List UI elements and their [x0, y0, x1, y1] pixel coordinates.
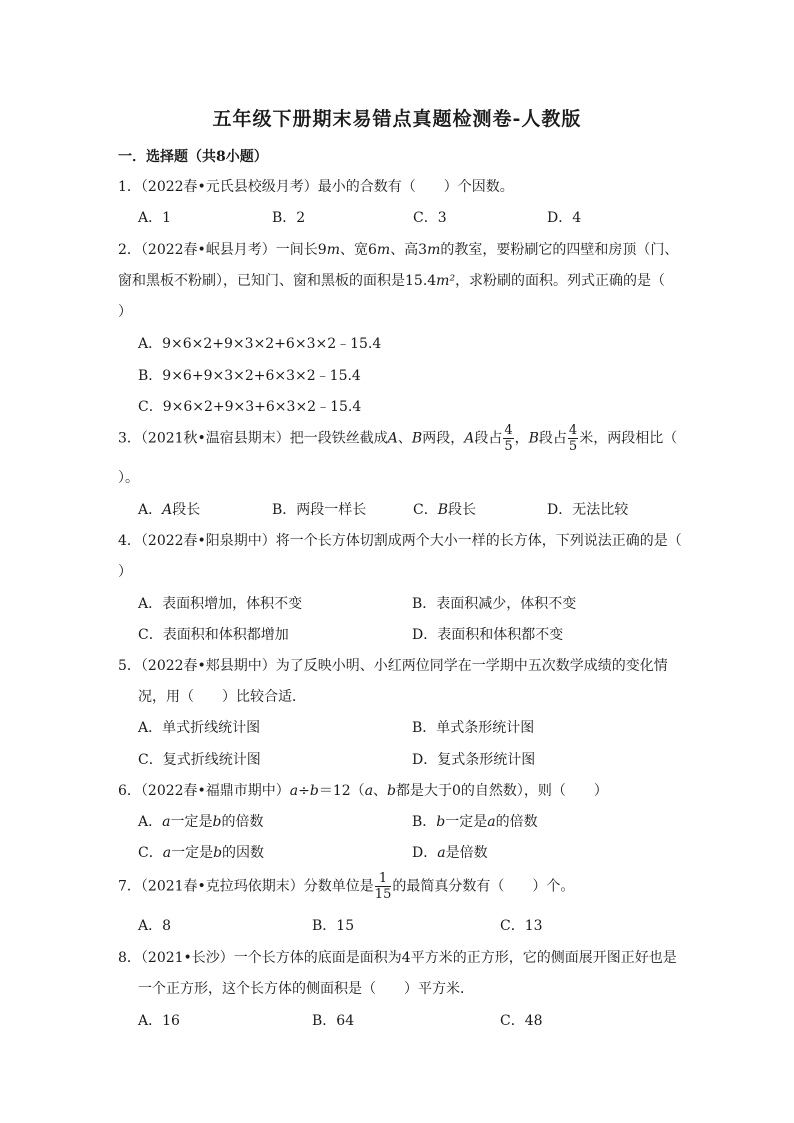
- page-title: 五年级下册期末易错点真题检测卷-人教版: [212, 108, 582, 130]
- q3-text: 两段，: [422, 430, 465, 447]
- q6-option-b[interactable]: [412, 811, 538, 831]
- q3-var: A: [162, 502, 173, 518]
- q2-text: 、宽6: [339, 242, 377, 258]
- q2-text: ，求粉刷的面积。列式正确的是（: [455, 273, 666, 289]
- q1-option-d[interactable]: D．4: [547, 210, 582, 226]
- q3-fraction: [503, 424, 513, 453]
- q6-var: a: [162, 814, 171, 830]
- q2-option-a[interactable]: A．9×6×2+9×3×2+6×3×2﹣15.4: [138, 336, 382, 352]
- q7-text: 的最简真分数有（ ）个。: [392, 878, 575, 895]
- q3-option-d[interactable]: D．无法比较: [547, 502, 629, 518]
- q3-var: A: [464, 430, 475, 447]
- q3-fraction-denominator: 5: [568, 439, 578, 454]
- q6-var: a: [289, 783, 299, 799]
- q5-option-c[interactable]: C．复式折线统计图: [138, 752, 261, 768]
- q6-var: b: [213, 845, 223, 861]
- q1-option-c[interactable]: C．3: [413, 210, 447, 226]
- q6-text: 6．（2022春•福鼎市期中）: [118, 783, 290, 799]
- q3-option-a[interactable]: [138, 499, 200, 519]
- q6-text: 、: [373, 783, 388, 799]
- section-heading: 一．选择题（共8小题）: [118, 149, 268, 165]
- q7-option-c[interactable]: C．13: [500, 918, 543, 934]
- q6-option-text: 一定是: [171, 845, 214, 861]
- q2-text: 2．（2022春•岷县月考）一间长9: [118, 242, 327, 258]
- q6-var: b: [387, 783, 397, 799]
- q2-option-b[interactable]: B．9×6+9×3×2+6×3×2﹣15.4: [138, 368, 361, 384]
- q1-option-b[interactable]: B．2: [272, 210, 306, 226]
- question-2-stem-line3: ）: [118, 304, 132, 320]
- q6-option-text: 是倍数: [445, 845, 488, 861]
- q3-text: 段占: [474, 430, 503, 447]
- q3-text: ，: [514, 430, 529, 447]
- q4-option-a[interactable]: A．表面积增加，体积不变: [138, 596, 303, 612]
- q6-option-d[interactable]: [412, 842, 488, 862]
- q6-option-text: 一定是: [445, 814, 488, 830]
- q3-text: 段占: [538, 430, 567, 447]
- q8-option-b[interactable]: B．64: [312, 1013, 355, 1029]
- q6-option-text: 的倍数: [221, 814, 264, 830]
- q7-fraction-numerator: 1: [375, 872, 392, 887]
- q6-option-text: 一定是: [170, 814, 213, 830]
- q2-unit: m: [427, 242, 441, 258]
- question-8-stem-line2: 一个正方形，这个长方体的侧面积是（ ）平方米．: [138, 981, 474, 997]
- q3-option-c[interactable]: [413, 499, 476, 519]
- q3-fraction-numerator: 4: [504, 423, 513, 438]
- q7-text: 7．（2021春•克拉玛依期末）分数单位是: [118, 878, 374, 895]
- q6-option-label: C．: [138, 845, 163, 861]
- question-4-stem: 4．（2022春•阳泉期中）将一个长方体切割成两个大小一样的长方体，下列说法正确的是（: [118, 533, 682, 549]
- q7-fraction: [375, 872, 392, 901]
- q5-option-a[interactable]: A．单式折线统计图: [138, 720, 261, 736]
- q6-var: b: [436, 814, 446, 830]
- q3-text: 、: [397, 430, 412, 447]
- q5-option-b[interactable]: B．单式条形统计图: [412, 720, 535, 736]
- q3-option-label: A．: [138, 502, 163, 518]
- q2-unit: m²: [436, 273, 456, 289]
- question-3-stem-line2: ）。: [118, 470, 139, 486]
- question-5-stem-line2: 况，用（ ）比较合适．: [138, 689, 306, 705]
- q6-text: 都是大于0的自然数），则（ ）: [396, 783, 608, 799]
- q8-option-c[interactable]: C．48: [500, 1013, 543, 1029]
- q2-text: 、高3: [390, 242, 428, 258]
- q3-var: B: [437, 502, 449, 518]
- q6-var: b: [309, 783, 319, 799]
- q2-text: 的教室，要粉刷它的四壁和房顶（门、: [440, 242, 679, 258]
- question-2-stem-line2: [118, 270, 665, 290]
- q2-unit: m: [376, 242, 391, 258]
- q5-option-d[interactable]: D．复式条形统计图: [412, 752, 536, 768]
- q4-option-b[interactable]: B．表面积减少，体积不变: [412, 596, 577, 612]
- q6-var: a: [437, 845, 446, 861]
- q3-fraction: [568, 424, 578, 453]
- q6-var: a: [364, 783, 374, 799]
- q4-option-d[interactable]: D．表面积和体积都不变: [412, 627, 564, 643]
- q4-option-c[interactable]: C．表面积和体积都增加: [138, 627, 289, 643]
- q3-text: 3．（2021秋•温宿县期末）把一段铁丝截成: [118, 430, 388, 447]
- q3-fraction-denominator: 5: [504, 439, 513, 454]
- q6-option-text: 的倍数: [495, 814, 538, 830]
- question-3-stem: [118, 424, 677, 453]
- q6-var: b: [212, 814, 222, 830]
- q8-option-a[interactable]: A．16: [138, 1013, 180, 1029]
- q6-text: ÷: [298, 783, 310, 799]
- question-6-stem: [118, 780, 608, 800]
- question-4-stem-line2: ）: [118, 564, 132, 580]
- q3-var: B: [528, 430, 539, 447]
- q7-option-b[interactable]: B．15: [312, 918, 355, 934]
- q3-option-text: 段长: [448, 502, 477, 518]
- q6-var: a: [162, 845, 172, 861]
- q6-option-text: 的因数: [222, 845, 265, 861]
- question-7-stem: [118, 872, 574, 901]
- q6-option-label: A．: [138, 814, 163, 830]
- question-5-stem: 5．（2022春•郏县期中）为了反映小明、小红两位同学在一学期中五次数学成绩的变化情: [118, 658, 668, 674]
- q2-option-c[interactable]: C．9×6×2+9×3+6×3×2﹣15.4: [138, 399, 362, 415]
- q3-fraction-numerator: 4: [568, 423, 578, 438]
- q6-option-a[interactable]: [138, 811, 263, 831]
- q6-option-label: B．: [412, 814, 437, 830]
- q3-var: B: [411, 430, 423, 447]
- q3-option-label: C．: [413, 502, 438, 518]
- q1-option-a[interactable]: A．1: [138, 210, 172, 226]
- question-1-stem: 1．（2022春•元氏县校级月考）最小的合数有（ ）个因数。: [118, 179, 514, 195]
- question-8-stem: 8．（2021•长沙）一个长方体的底面是面积为4平方米的正方形，它的侧面展开图正好也是: [118, 950, 677, 966]
- q2-unit: m: [326, 242, 340, 258]
- q7-option-a[interactable]: A．8: [138, 918, 172, 934]
- q6-text: ＝12（: [318, 783, 365, 799]
- q3-text: 米，两段相比（: [579, 430, 678, 447]
- question-2-stem-line1: [118, 239, 678, 259]
- q6-option-label: D．: [412, 845, 438, 861]
- q3-option-text: 段长: [172, 502, 201, 518]
- q6-var: a: [487, 814, 496, 830]
- q3-var: A: [387, 430, 398, 447]
- q7-fraction-denominator: 15: [374, 887, 392, 902]
- q2-text: 窗和黑板不粉刷），已知门、窗和黑板的面积是15.4: [118, 273, 437, 289]
- q6-option-c[interactable]: [138, 842, 264, 862]
- q3-option-b[interactable]: B．两段一样长: [272, 502, 367, 518]
